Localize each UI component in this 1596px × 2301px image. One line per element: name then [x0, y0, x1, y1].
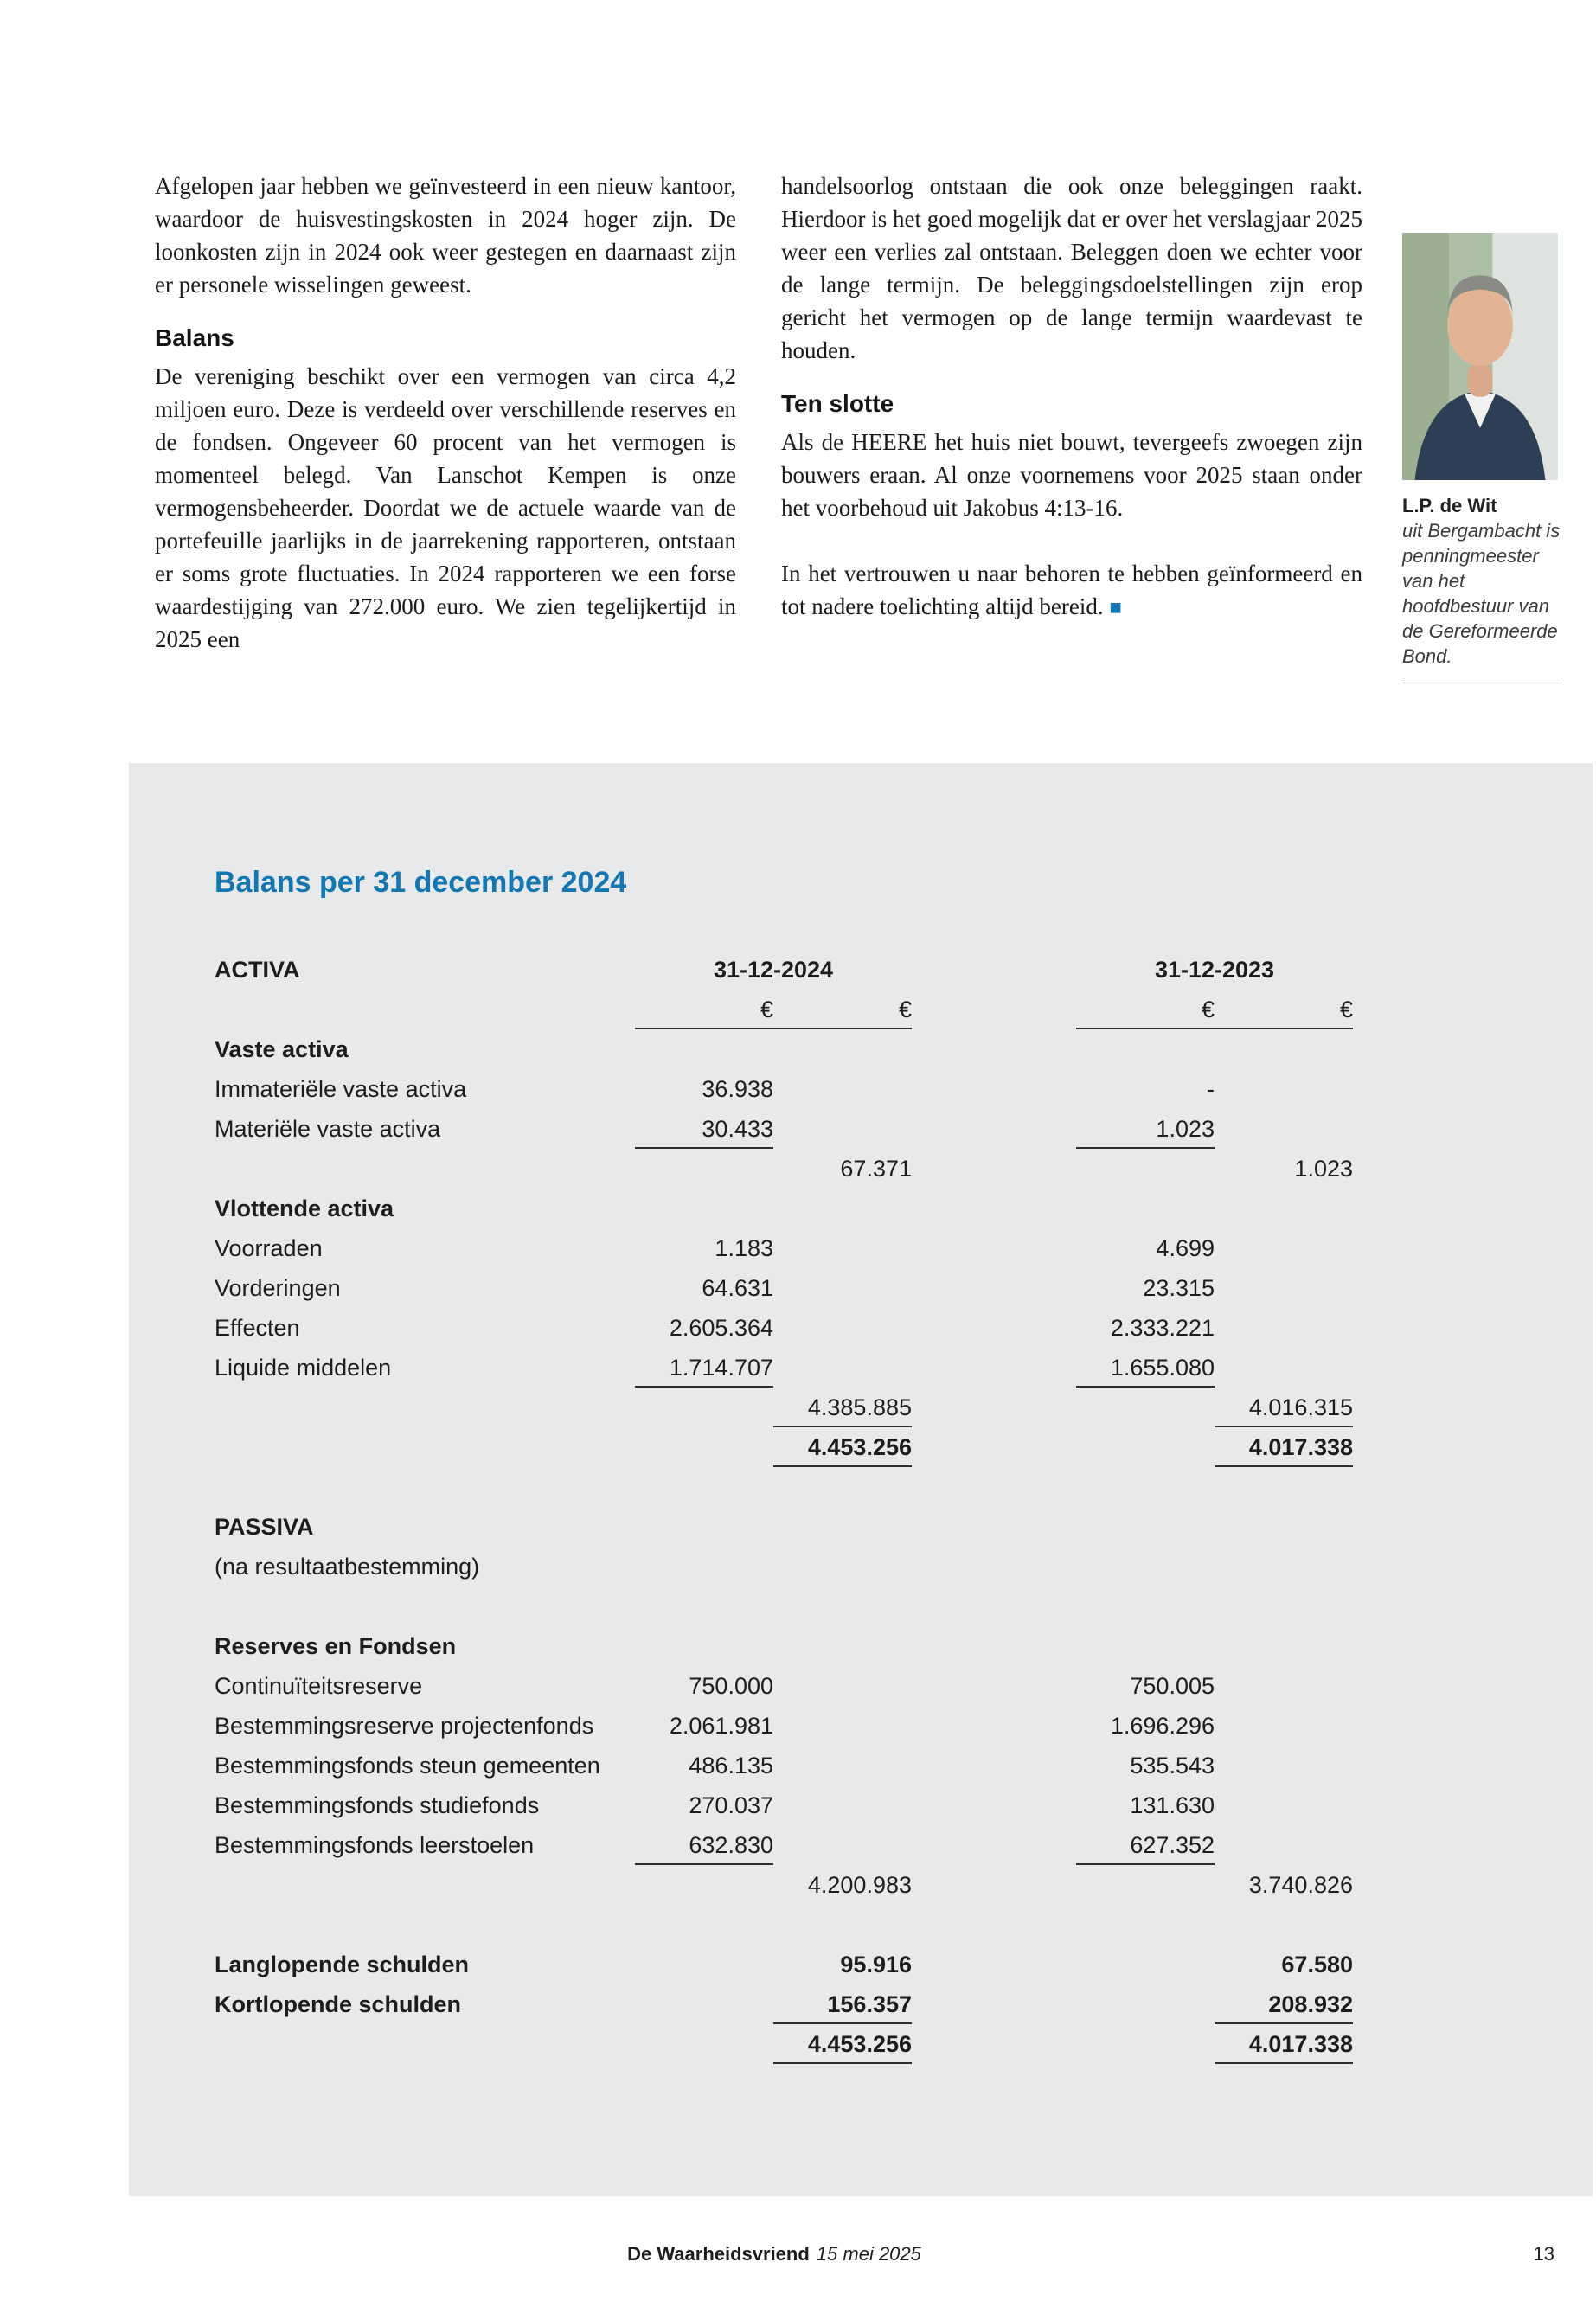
row-value	[635, 1388, 773, 1427]
table-row	[215, 1029, 1593, 1069]
row-value	[635, 1945, 773, 1984]
balance-sheet-title: Balans per 31 december 2024	[215, 866, 627, 899]
row-label: PASSIVA	[215, 1514, 314, 1540]
paragraph: De vereniging beschikt over een vermogen van circa 4,2 miljoen euro. Deze is verdeeld over verschillende reserves en de fondsen. Ongeveer 60 procent van het vermogen is momenteel belegd. Van Lanschot Kempen is onze vermogensbeheerder. Doordat we de actuele waarde van de portefeuille jaarlijks in de jaarrekening rapporteren, ontstaan er soms grote fluctuaties. In 2024 rapporteren we een forse waardestijging van 272.000 euro. We zien tegelijkertijd in 2025 een	[155, 363, 736, 652]
column-spacer	[912, 1348, 1076, 1388]
row-value: 4.385.885	[773, 1388, 912, 1427]
currency-header-row	[215, 990, 1593, 1029]
section-heading-ten-slotte: Ten slotte	[781, 390, 894, 417]
row-value: 95.916	[840, 1952, 912, 1977]
author-name: L.P. de Wit	[1402, 495, 1497, 516]
column-spacer	[912, 1626, 1076, 1666]
row-value	[773, 1109, 912, 1149]
row-value	[1076, 1984, 1215, 2024]
row-value: 36.938	[702, 1076, 773, 1102]
row-value	[1215, 1547, 1353, 1586]
euro-sign: €	[1215, 990, 1353, 1029]
row-value	[1215, 1825, 1353, 1865]
photo-caption	[1402, 494, 1563, 683]
row-value	[635, 1427, 773, 1467]
paragraph: Afgelopen jaar hebben we geïnvesteerd in een nieuw kantoor, waardoor de huisvestingskosten in 2024 hoger zijn. De loonkosten zijn in 2024 ook weer gestegen en daarnaast zijn er personele wisselingen geweest.	[155, 173, 736, 298]
row-value: 208.932	[1215, 1984, 1353, 2024]
table-gap-row	[215, 1467, 1593, 1507]
column-spacer	[912, 1706, 1076, 1746]
paragraph	[781, 557, 1362, 625]
row-label: Bestemmingsreserve projectenfonds	[215, 1713, 594, 1739]
row-value	[635, 1149, 773, 1189]
row-value	[773, 1706, 912, 1746]
row-value	[1215, 1189, 1353, 1228]
row-value: 131.630	[1130, 1792, 1215, 1818]
table-row	[215, 2024, 1593, 2064]
row-label	[215, 2024, 635, 2064]
row-value: 4.699	[1156, 1235, 1215, 1261]
table-row	[215, 1308, 1593, 1348]
row-label: Effecten	[215, 1315, 300, 1341]
column-header-2023: 31-12-2023	[1154, 957, 1275, 983]
row-value: 1.655.080	[1076, 1348, 1215, 1388]
row-value	[635, 2024, 773, 2064]
column-spacer	[912, 1189, 1076, 1228]
row-value: 1.714.707	[635, 1348, 773, 1388]
table-row	[215, 1825, 1593, 1865]
row-label: Continuïteitsreserve	[215, 1673, 423, 1699]
row-label: Langlopende schulden	[215, 1952, 470, 1977]
row-value: 2.061.981	[669, 1713, 773, 1739]
table-gap-row	[215, 1586, 1593, 1626]
row-value	[1215, 1348, 1353, 1388]
row-value: 750.005	[1130, 1673, 1215, 1699]
column-spacer	[912, 950, 1076, 990]
column-spacer	[912, 1149, 1076, 1189]
row-value	[773, 1029, 912, 1069]
closing-sentence: In het vertrouwen u naar behoren te hebben geïnformeerd en tot nadere toelichting altijd bereid.	[781, 561, 1362, 619]
table-row	[215, 1427, 1593, 1467]
table-row	[215, 1666, 1593, 1706]
row-value	[1215, 1785, 1353, 1825]
row-value	[1215, 1507, 1353, 1547]
row-label: Bestemmingsfonds studiefonds	[215, 1792, 540, 1818]
column-spacer	[912, 1547, 1076, 1586]
author-photo	[1402, 233, 1558, 480]
table-row	[215, 1706, 1593, 1746]
balance-header-row	[215, 950, 1593, 990]
row-label	[215, 1865, 635, 1905]
row-label: (na resultaatbestemming)	[215, 1554, 480, 1580]
euro-sign: €	[1076, 990, 1215, 1029]
row-value	[1076, 1945, 1215, 1984]
row-value	[635, 1865, 773, 1905]
row-value	[1215, 1029, 1353, 1069]
table-row	[215, 1388, 1593, 1427]
row-value	[1076, 1388, 1215, 1427]
row-value	[1215, 1666, 1353, 1706]
row-value: 4.017.338	[1215, 1427, 1353, 1467]
row-value	[1076, 1865, 1215, 1905]
empty-cell	[215, 990, 635, 1029]
row-value	[1076, 1507, 1215, 1547]
row-value: 632.830	[635, 1825, 773, 1865]
row-value	[1076, 1189, 1215, 1228]
row-value	[1215, 1746, 1353, 1785]
column-spacer	[912, 1984, 1076, 2024]
row-value	[1076, 1029, 1215, 1069]
paragraph: Als de HEERE het huis niet bouwt, tevergeefs zwoegen zijn bouwers eraan. Al onze voornemens voor 2025 staan onder het voorbehoud uit Jakobus 4:13-16.	[781, 429, 1362, 521]
row-value: 4.453.256	[773, 1427, 912, 1467]
column-spacer	[912, 1825, 1076, 1865]
row-value: 1.023	[1076, 1109, 1215, 1149]
row-value	[1215, 1268, 1353, 1308]
table-row	[215, 1189, 1593, 1228]
page-footer	[0, 2240, 1596, 2268]
row-value	[1215, 1706, 1353, 1746]
row-label: Vaste activa	[215, 1036, 349, 1062]
column-spacer	[912, 1666, 1076, 1706]
row-value	[635, 1507, 773, 1547]
row-value	[773, 1308, 912, 1348]
column-spacer	[912, 1268, 1076, 1308]
row-value	[635, 1984, 773, 2024]
column-spacer	[912, 1109, 1076, 1149]
table-row	[215, 1069, 1593, 1109]
row-label: Liquide middelen	[215, 1355, 392, 1381]
row-value: 4.017.338	[1215, 2024, 1353, 2064]
row-value: 3.740.826	[1248, 1872, 1353, 1898]
column-spacer	[912, 1388, 1076, 1427]
row-value	[773, 1825, 912, 1865]
table-row	[215, 1984, 1593, 2024]
table-row	[215, 1228, 1593, 1268]
row-label: Bestemmingsfonds steun gemeenten	[215, 1753, 600, 1779]
row-value: 4.200.983	[807, 1872, 912, 1898]
row-label: Immateriële vaste activa	[215, 1076, 467, 1102]
row-value: 486.135	[689, 1753, 773, 1779]
row-value	[773, 1626, 912, 1666]
row-value: 1.023	[1294, 1156, 1353, 1182]
row-value	[1076, 2024, 1215, 2064]
row-value	[1215, 1069, 1353, 1109]
row-value	[635, 1029, 773, 1069]
row-label: Reserves en Fondsen	[215, 1633, 457, 1659]
row-value	[773, 1069, 912, 1109]
end-of-article-mark-icon: ■	[1109, 596, 1122, 619]
row-value	[773, 1507, 912, 1547]
row-label: Vorderingen	[215, 1275, 341, 1301]
row-label: Voorraden	[215, 1235, 323, 1261]
footer-center	[627, 2240, 921, 2268]
row-value	[773, 1666, 912, 1706]
row-value	[773, 1189, 912, 1228]
column-spacer	[912, 990, 1076, 1029]
column-spacer	[912, 1945, 1076, 1984]
column-spacer	[912, 1507, 1076, 1547]
section-heading-balans: Balans	[155, 324, 234, 351]
row-value	[773, 1268, 912, 1308]
author-bio: uit Bergambacht is penningmeester van het hoofdbestuur van de Gereformeerde Bond.	[1402, 518, 1563, 683]
column-spacer	[912, 1228, 1076, 1268]
magazine-name: De Waarheidsvriend	[627, 2243, 810, 2265]
row-label	[215, 1427, 635, 1467]
column-header-2024: 31-12-2024	[713, 957, 834, 983]
table-row	[215, 1865, 1593, 1905]
row-value	[635, 1626, 773, 1666]
row-label: Bestemmingsfonds leerstoelen	[215, 1832, 535, 1858]
column-spacer	[912, 1746, 1076, 1785]
row-value: 64.631	[702, 1275, 773, 1301]
row-value: 23.315	[1143, 1275, 1215, 1301]
row-value: 30.433	[635, 1109, 773, 1149]
table-row	[215, 1626, 1593, 1666]
table-row	[215, 1149, 1593, 1189]
table-row	[215, 1785, 1593, 1825]
row-value	[1215, 1626, 1353, 1666]
row-label: Kortlopende schulden	[215, 1991, 462, 2017]
table-row	[215, 1945, 1593, 1984]
row-value	[1215, 1109, 1353, 1149]
table-row	[215, 1746, 1593, 1785]
row-label	[215, 1149, 635, 1189]
column-spacer	[912, 1069, 1076, 1109]
balance-table-body	[215, 1029, 1593, 2064]
row-value: 627.352	[1076, 1825, 1215, 1865]
row-value: 4.453.256	[773, 2024, 912, 2064]
row-value: 2.605.364	[669, 1315, 773, 1341]
row-value	[773, 1746, 912, 1785]
row-value	[1076, 1626, 1215, 1666]
row-value: 67.580	[1281, 1952, 1353, 1977]
portrait-placeholder-image	[1402, 233, 1558, 480]
page-number: 13	[1533, 2243, 1554, 2265]
row-value	[635, 1547, 773, 1586]
column-spacer	[912, 1427, 1076, 1467]
row-value	[1076, 1149, 1215, 1189]
table-row	[215, 1547, 1593, 1586]
table-row	[215, 1507, 1593, 1547]
row-value: 156.357	[773, 1984, 912, 2024]
row-value	[773, 1228, 912, 1268]
row-value: 750.000	[689, 1673, 773, 1699]
issue-date: 15 mei 2025	[816, 2243, 921, 2265]
row-value	[773, 1348, 912, 1388]
row-label: Vlottende activa	[215, 1195, 394, 1221]
row-value: 270.037	[689, 1792, 773, 1818]
column-spacer	[912, 1865, 1076, 1905]
row-value	[635, 1189, 773, 1228]
row-label: Materiële vaste activa	[215, 1116, 441, 1142]
column-spacer	[912, 1785, 1076, 1825]
row-value	[1215, 1308, 1353, 1348]
row-value	[1215, 1228, 1353, 1268]
table-row	[215, 1109, 1593, 1149]
row-value	[773, 1785, 912, 1825]
table-row	[215, 1348, 1593, 1388]
row-value	[1076, 1547, 1215, 1586]
table-row	[215, 1268, 1593, 1308]
author-block	[1402, 233, 1563, 683]
row-value: 2.333.221	[1110, 1315, 1215, 1341]
article-column-left	[155, 170, 736, 656]
row-value: 67.371	[840, 1156, 912, 1182]
row-value: 1.183	[715, 1235, 773, 1261]
row-value	[1076, 1427, 1215, 1467]
row-value	[773, 1547, 912, 1586]
row-value: 1.696.296	[1110, 1713, 1215, 1739]
column-spacer	[912, 2024, 1076, 2064]
paragraph: handelsoorlog ontstaan die ook onze beleggingen raakt. Hierdoor is het goed mogelijk dat er over het verslagjaar 2025 weer een verlies zal ontstaan. Beleggen doen we echter voor de lange termijn. De beleggingsdoelstellingen zijn erop gericht het vermogen op de lange termijn waardevast te houden.	[781, 173, 1362, 363]
column-spacer	[912, 1029, 1076, 1069]
euro-sign: €	[773, 990, 912, 1029]
column-spacer	[912, 1308, 1076, 1348]
euro-sign: €	[635, 990, 773, 1029]
article-column-right	[781, 170, 1362, 625]
row-value: -	[1207, 1076, 1215, 1102]
balance-sheet-panel	[129, 763, 1593, 2196]
row-value: 4.016.315	[1215, 1388, 1353, 1427]
row-label	[215, 1388, 635, 1427]
row-value: 535.543	[1130, 1753, 1215, 1779]
table-gap-row	[215, 1905, 1593, 1945]
activa-header: ACTIVA	[215, 957, 300, 983]
